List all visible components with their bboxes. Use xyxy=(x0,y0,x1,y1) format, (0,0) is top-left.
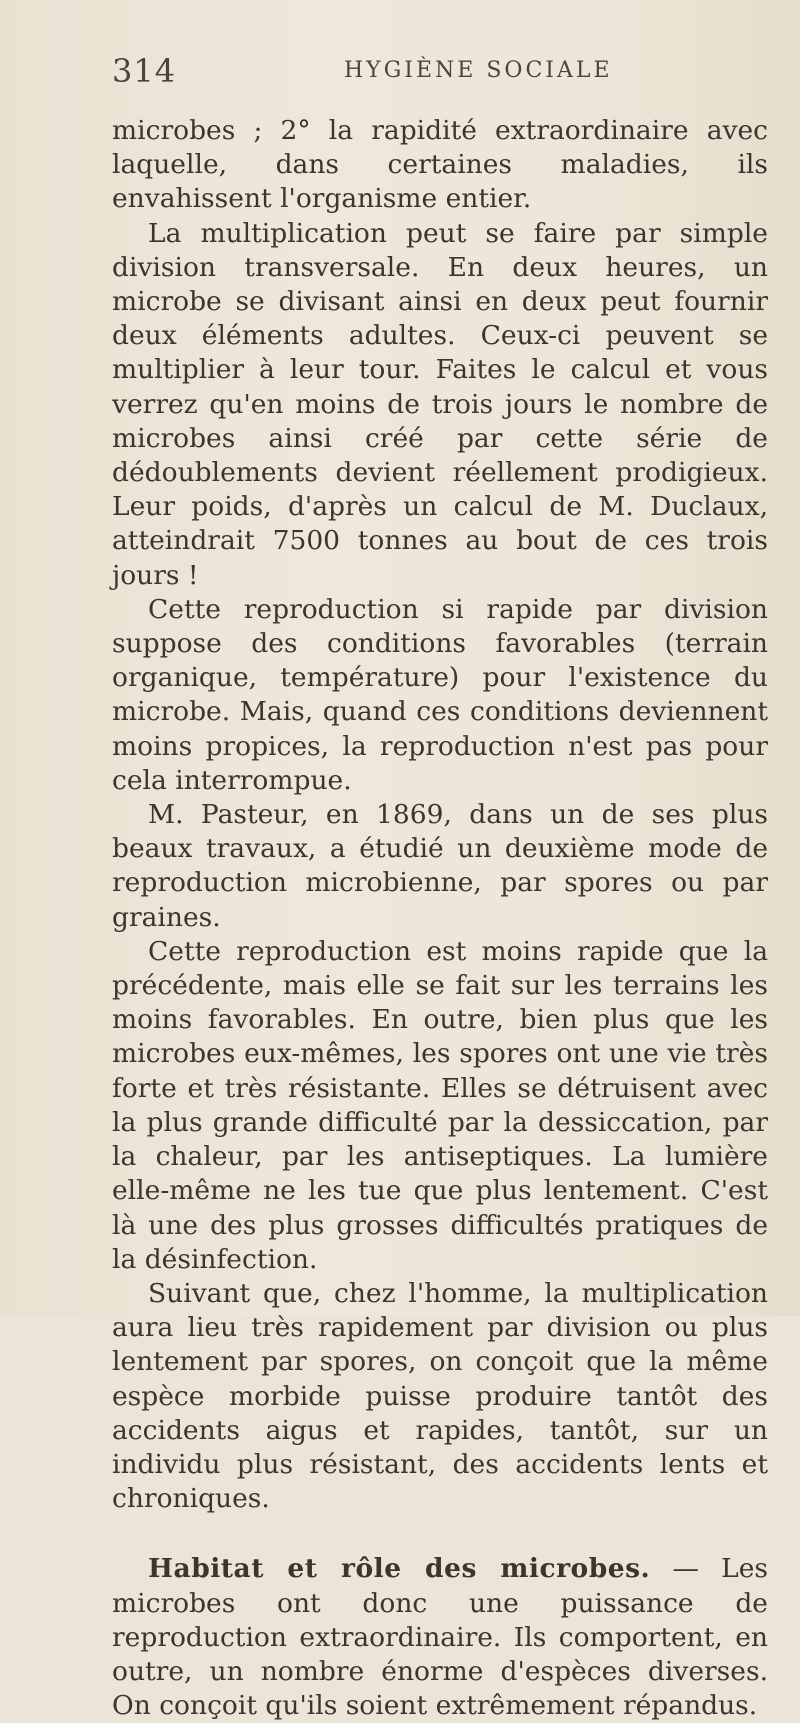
body-text xyxy=(112,114,768,1723)
section-title: Habitat et rôle des microbes. xyxy=(148,1553,651,1585)
paragraph-1: microbes ; 2° la rapidité extraordinaire avec laquelle, dans certaines maladies, ils envahissent l'organisme entier. xyxy=(112,115,768,215)
paragraph-4: M. Pasteur, en 1869, dans un de ses plus beaux travaux, a étudié un deuxième mode de reproduction microbienne, par spores ou par graines. xyxy=(112,799,768,933)
page-number: 314 xyxy=(112,52,177,90)
running-head xyxy=(112,0,768,110)
running-title: HYGIÈNE SOCIALE xyxy=(344,58,613,83)
paragraph-5: Cette reproduction est moins rapide que la précédente, mais elle se fait sur les terrains les moins favorables. En outre, bien plus que les microbes eux-mêmes, les spores ont une vie très forte et très résistante. Elles se détruisent avec la plus grande difficulté par la dessiccation, par la chaleur, par les antiseptiques. La lumière elle-même ne les tue que plus lentement. C'est là une des plus grosses difficultés pratiques de la désinfection. xyxy=(112,935,768,1275)
paragraph-3: Cette reproduction si rapide par division suppose des conditions favorables (terrain organique, température) pour l'existence du microbe. Mais, quand ces conditions deviennent moins propices, la reproduction n'est pas pour cela interrompue. xyxy=(112,593,768,796)
paragraph-2: La multiplication peut se faire par simple division transversale. En deux heures, un microbe se divisant ainsi en deux peut fournir deux éléments adultes. Ceux-ci peuvent se multiplier à leur tour. Faites le calcul et vous verrez qu'en moins de trois jours le nombre de microbes ainsi créé par cette série de dédoublements devient réellement prodigieux. Leur poids, d'après un calcul de M. Duclaux, atteindrait 7500 tonnes au bout de ces trois jours ! xyxy=(112,217,768,591)
paragraph-6: Suivant que, chez l'homme, la multiplication aura lieu très rapidement par division ou plus lentement par spores, on conçoit que la même espèce morbide puisse produire tantôt des accidents aigus et rapides, tantôt, sur un individu plus résistant, des accidents lents et chroniques. xyxy=(112,1277,768,1515)
section-text: — Les microbes ont donc une puissance de reproduction extraordinaire. Ils comportent, en outre, un nombre énorme d'espèces diverses. On conçoit qu'ils soient extrêmement répandus. xyxy=(112,1553,768,1722)
section-paragraph xyxy=(112,1552,768,1723)
